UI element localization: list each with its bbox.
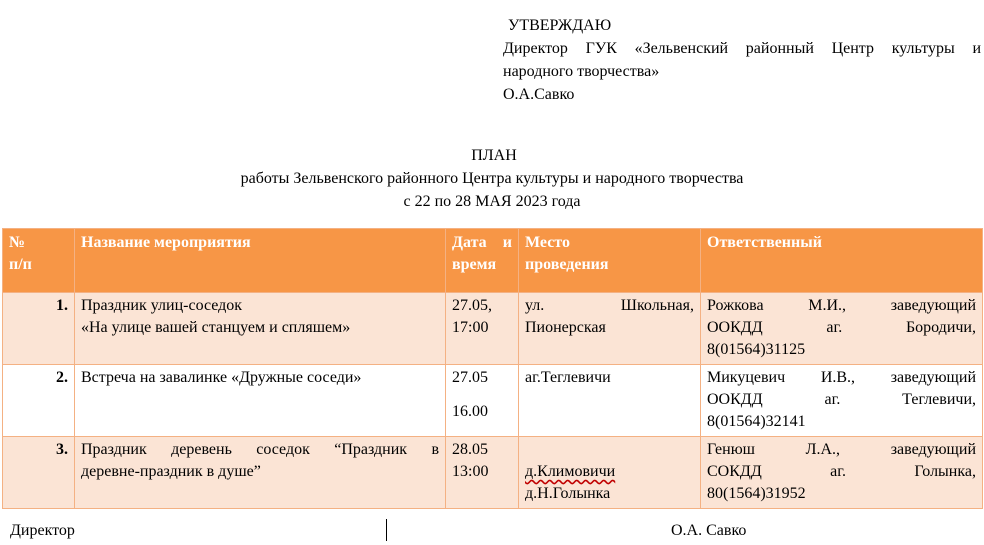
time-line: 16.00 bbox=[452, 403, 488, 420]
date-line-1: 28.05 bbox=[452, 441, 488, 458]
place-line-1: аг.Теглевичи bbox=[525, 369, 611, 386]
place-line-1: д.Климовичи bbox=[525, 463, 616, 480]
plan-subtitle: работы Зельвенского районного Центра культуры и народного творчества bbox=[240, 170, 744, 187]
table-row bbox=[3, 293, 983, 365]
place-spacer bbox=[525, 439, 694, 461]
footer-director-name: О.А. Савко bbox=[671, 522, 747, 539]
approval-line-2: народного творчества» bbox=[503, 63, 660, 80]
row-place bbox=[519, 365, 701, 437]
responsible-line-1: Генюш Л.А., заведующий bbox=[707, 441, 976, 458]
row-responsible bbox=[701, 293, 983, 365]
responsible-phone: 8(01564)31125 bbox=[707, 341, 806, 358]
row-responsible bbox=[701, 365, 983, 437]
event-name-line-2: деревне-праздник в душе” bbox=[81, 463, 261, 480]
table-row bbox=[3, 437, 983, 509]
row-num: 2. bbox=[3, 365, 75, 437]
place-line-2: Пионерская bbox=[525, 319, 606, 336]
approval-heading: УТВЕРЖДАЮ bbox=[508, 17, 612, 34]
time-line: 17:00 bbox=[452, 319, 489, 336]
row-num: 1. bbox=[3, 293, 75, 365]
event-name-line-1: Праздник улиц-соседок bbox=[81, 297, 243, 314]
header-place-line-1: Место bbox=[525, 234, 570, 251]
responsible-line-2: ООКДД аг. Теглевичи, bbox=[707, 391, 976, 408]
date-line-1: 27.05 bbox=[452, 369, 488, 386]
table-header-row bbox=[3, 229, 983, 293]
row-date bbox=[446, 365, 519, 437]
footer-director-label: Директор bbox=[10, 522, 75, 539]
row-place bbox=[519, 437, 701, 509]
responsible-phone: 80(1564)31952 bbox=[707, 485, 806, 502]
responsible-line-1: Микуцевич И.В., заведующий bbox=[707, 369, 976, 386]
event-name-line-1: Праздник деревень соседок “Праздник в bbox=[81, 441, 439, 458]
event-name-line-1: Встреча на завалинке «Дружные соседи» bbox=[81, 369, 362, 386]
place-line-1: ул. Школьная, bbox=[525, 297, 694, 314]
responsible-line-2: ООКДД аг. Бородичи, bbox=[707, 319, 976, 336]
approval-signer: О.А.Савко bbox=[503, 86, 575, 103]
row-responsible bbox=[701, 437, 983, 509]
header-num-line-1: № bbox=[9, 234, 26, 251]
header-date bbox=[446, 229, 519, 293]
row-event-name bbox=[75, 365, 446, 437]
header-num-line-2: п/п bbox=[9, 256, 32, 273]
plan-title-block bbox=[0, 144, 984, 213]
event-name-line-2: «На улице вашей станцуем и спляшем» bbox=[81, 319, 351, 336]
row-event-name bbox=[75, 293, 446, 365]
plan-title: ПЛАН bbox=[471, 147, 517, 164]
plan-table bbox=[2, 228, 983, 509]
header-date-line-2: время bbox=[452, 256, 497, 273]
approval-line-1: Директор ГУК «Зельвенский районный Центр культуры и bbox=[503, 40, 981, 57]
text-cursor bbox=[386, 519, 387, 541]
responsible-line-1: Рожкова М.И., заведующий bbox=[707, 297, 976, 314]
responsible-phone: 8(01564)32141 bbox=[707, 413, 806, 430]
row-date bbox=[446, 437, 519, 509]
row-date bbox=[446, 293, 519, 365]
header-responsible: Ответственный bbox=[701, 229, 983, 293]
header-place-line-2: проведения bbox=[525, 256, 609, 273]
responsible-line-2: СОКДД аг. Голынка, bbox=[707, 463, 976, 480]
header-place bbox=[519, 229, 701, 293]
date-line-1: 27.05, bbox=[452, 297, 492, 314]
table-row bbox=[3, 365, 983, 437]
row-event-name bbox=[75, 437, 446, 509]
time-line: 13:00 bbox=[452, 463, 489, 480]
plan-dates: с 22 по 28 МАЯ 2023 года bbox=[403, 193, 581, 210]
date-gap bbox=[452, 389, 512, 401]
approval-block bbox=[503, 14, 981, 106]
header-num bbox=[3, 229, 75, 293]
row-place bbox=[519, 293, 701, 365]
header-name: Название мероприятия bbox=[75, 229, 446, 293]
header-date-line-1: Дата и bbox=[452, 234, 512, 251]
place-line-2: д.Н.Голынка bbox=[525, 485, 611, 502]
row-num: 3. bbox=[3, 437, 75, 509]
